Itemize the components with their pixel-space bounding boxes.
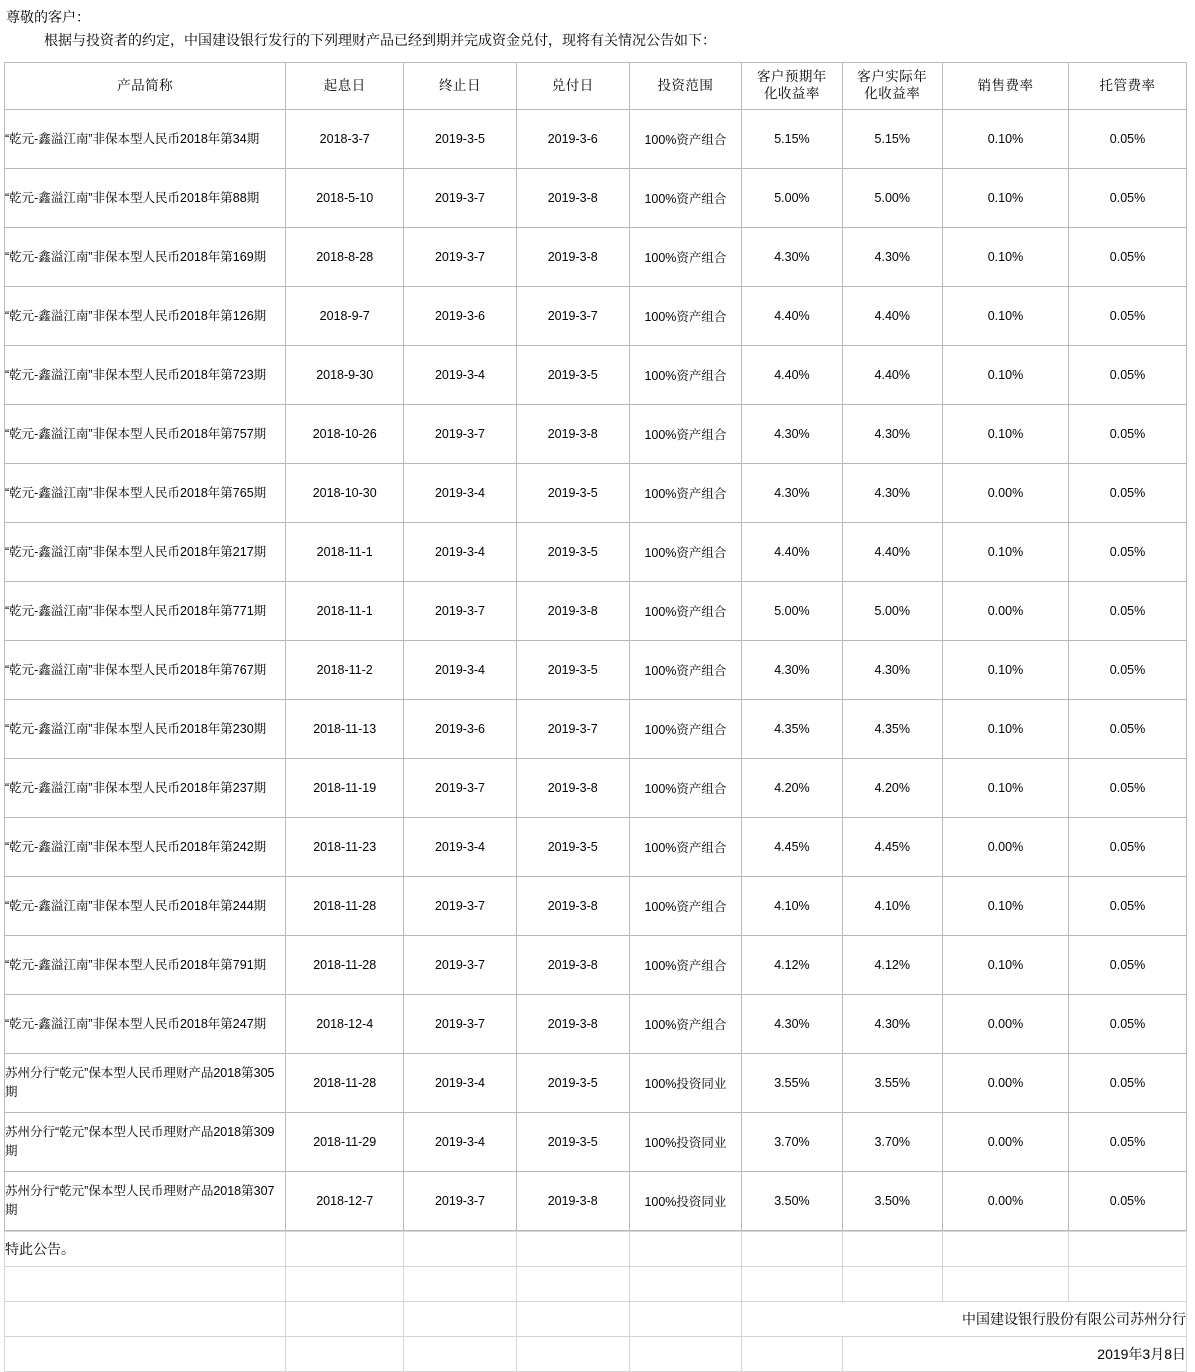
col-header-expected-yield-line2: 化收益率	[763, 86, 820, 102]
cell-payment-date: 2019-3-8	[516, 759, 629, 818]
cell-end-date: 2019-3-7	[404, 995, 517, 1054]
intro-block	[0, 0, 1195, 52]
cell-investment-scope: 100%资产组合	[629, 287, 742, 346]
cell-expected-yield: 4.20%	[742, 759, 842, 818]
cell-sales-fee: 0.00%	[942, 818, 1068, 877]
footer-blank-cell	[286, 1267, 404, 1302]
cell-sales-fee: 0.10%	[942, 405, 1068, 464]
cell-start-date: 2018-11-13	[286, 700, 404, 759]
cell-expected-yield: 4.45%	[742, 818, 842, 877]
cell-investment-scope: 100%资产组合	[629, 346, 742, 405]
cell-investment-scope: 100%资产组合	[629, 759, 742, 818]
footer-blank-cell	[404, 1232, 517, 1267]
footer-blank-cell	[742, 1267, 842, 1302]
cell-payment-date: 2019-3-8	[516, 936, 629, 995]
cell-start-date: 2018-11-19	[286, 759, 404, 818]
cell-end-date: 2019-3-7	[404, 759, 517, 818]
cell-expected-yield: 5.00%	[742, 582, 842, 641]
footer-blank-cell	[1069, 1267, 1187, 1302]
cell-start-date: 2018-11-29	[286, 1113, 404, 1172]
cell-actual-yield: 4.12%	[842, 936, 942, 995]
table-row	[5, 641, 1187, 700]
cell-sales-fee: 0.00%	[942, 1172, 1068, 1231]
cell-sales-fee: 0.10%	[942, 641, 1068, 700]
table-row	[5, 169, 1187, 228]
footer-blank-cell	[404, 1302, 517, 1337]
cell-start-date: 2018-10-30	[286, 464, 404, 523]
cell-end-date: 2019-3-7	[404, 936, 517, 995]
cell-expected-yield: 3.50%	[742, 1172, 842, 1231]
cell-end-date: 2019-3-4	[404, 641, 517, 700]
table-row	[5, 228, 1187, 287]
cell-payment-date: 2019-3-5	[516, 641, 629, 700]
table-row	[5, 1113, 1187, 1172]
notice-text: 特此公告。	[5, 1232, 286, 1267]
cell-end-date: 2019-3-4	[404, 1054, 517, 1113]
products-table	[4, 62, 1187, 1231]
col-header-actual-yield-line2: 化收益率	[864, 86, 921, 102]
table-row	[5, 995, 1187, 1054]
footer-blank-cell	[5, 1302, 286, 1337]
cell-custody-fee: 0.05%	[1069, 287, 1187, 346]
table-row	[5, 700, 1187, 759]
cell-custody-fee: 0.05%	[1069, 228, 1187, 287]
cell-custody-fee: 0.05%	[1069, 346, 1187, 405]
cell-payment-date: 2019-3-8	[516, 169, 629, 228]
cell-product-name: “乾元-鑫溢江南”非保本型人民币2018年第237期	[5, 759, 286, 818]
cell-expected-yield: 4.35%	[742, 700, 842, 759]
cell-expected-yield: 4.30%	[742, 405, 842, 464]
cell-actual-yield: 4.30%	[842, 641, 942, 700]
cell-product-name: “乾元-鑫溢江南”非保本型人民币2018年第767期	[5, 641, 286, 700]
cell-investment-scope: 100%资产组合	[629, 818, 742, 877]
cell-sales-fee: 0.00%	[942, 464, 1068, 523]
cell-expected-yield: 4.40%	[742, 287, 842, 346]
cell-investment-scope: 100%资产组合	[629, 995, 742, 1054]
footer-blank-cell	[516, 1267, 629, 1302]
cell-payment-date: 2019-3-8	[516, 877, 629, 936]
footer-blank-cell	[842, 1232, 942, 1267]
cell-investment-scope: 100%资产组合	[629, 877, 742, 936]
col-header-end-date: 终止日	[404, 63, 517, 110]
cell-sales-fee: 0.10%	[942, 346, 1068, 405]
cell-sales-fee: 0.10%	[942, 700, 1068, 759]
footer-blank-cell	[516, 1302, 629, 1337]
cell-sales-fee: 0.10%	[942, 936, 1068, 995]
col-header-custody-fee: 托管费率	[1069, 63, 1187, 110]
cell-actual-yield: 3.55%	[842, 1054, 942, 1113]
cell-custody-fee: 0.05%	[1069, 936, 1187, 995]
table-row	[5, 405, 1187, 464]
cell-product-name: “乾元-鑫溢江南”非保本型人民币2018年第771期	[5, 582, 286, 641]
col-header-product-name: 产品简称	[5, 63, 286, 110]
cell-start-date: 2018-8-28	[286, 228, 404, 287]
cell-payment-date: 2019-3-5	[516, 464, 629, 523]
cell-expected-yield: 4.40%	[742, 523, 842, 582]
table-row	[5, 1172, 1187, 1231]
col-header-actual-yield	[842, 63, 942, 110]
cell-actual-yield: 4.30%	[842, 228, 942, 287]
cell-expected-yield: 5.15%	[742, 110, 842, 169]
cell-payment-date: 2019-3-6	[516, 110, 629, 169]
cell-actual-yield: 4.40%	[842, 346, 942, 405]
cell-expected-yield: 4.30%	[742, 228, 842, 287]
footer-row-blank	[5, 1267, 1187, 1302]
cell-end-date: 2019-3-6	[404, 700, 517, 759]
cell-investment-scope: 100%资产组合	[629, 110, 742, 169]
cell-actual-yield: 4.35%	[842, 700, 942, 759]
cell-sales-fee: 0.00%	[942, 1113, 1068, 1172]
cell-end-date: 2019-3-4	[404, 464, 517, 523]
footer-blank-cell	[629, 1232, 742, 1267]
cell-product-name: “乾元-鑫溢江南”非保本型人民币2018年第169期	[5, 228, 286, 287]
table-row	[5, 523, 1187, 582]
cell-sales-fee: 0.00%	[942, 582, 1068, 641]
cell-custody-fee: 0.05%	[1069, 405, 1187, 464]
intro-paragraph: 根据与投资者的约定，中国建设银行发行的下列理财产品已经到期并完成资金兑付，现将有关情况公告如下：	[44, 32, 716, 48]
cell-expected-yield: 4.40%	[742, 346, 842, 405]
cell-end-date: 2019-3-7	[404, 228, 517, 287]
footer-blank-cell	[5, 1267, 286, 1302]
cell-payment-date: 2019-3-5	[516, 346, 629, 405]
cell-actual-yield: 4.45%	[842, 818, 942, 877]
cell-sales-fee: 0.10%	[942, 759, 1068, 818]
col-header-expected-yield	[742, 63, 842, 110]
cell-actual-yield: 3.50%	[842, 1172, 942, 1231]
footer-blank-cell	[404, 1267, 517, 1302]
cell-product-name: “乾元-鑫溢江南”非保本型人民币2018年第757期	[5, 405, 286, 464]
table-row	[5, 877, 1187, 936]
cell-product-name: “乾元-鑫溢江南”非保本型人民币2018年第247期	[5, 995, 286, 1054]
footer-blank-cell	[286, 1302, 404, 1337]
cell-end-date: 2019-3-4	[404, 1113, 517, 1172]
cell-product-name: 苏州分行“乾元”保本型人民币理财产品2018第309期	[5, 1113, 286, 1172]
cell-end-date: 2019-3-4	[404, 818, 517, 877]
cell-end-date: 2019-3-6	[404, 287, 517, 346]
cell-custody-fee: 0.05%	[1069, 523, 1187, 582]
cell-expected-yield: 3.70%	[742, 1113, 842, 1172]
cell-custody-fee: 0.05%	[1069, 995, 1187, 1054]
cell-actual-yield: 5.15%	[842, 110, 942, 169]
cell-product-name: “乾元-鑫溢江南”非保本型人民币2018年第765期	[5, 464, 286, 523]
cell-product-name: “乾元-鑫溢江南”非保本型人民币2018年第34期	[5, 110, 286, 169]
cell-end-date: 2019-3-7	[404, 405, 517, 464]
cell-start-date: 2018-11-28	[286, 936, 404, 995]
date-text: 2019年3月8日	[842, 1337, 1186, 1372]
cell-start-date: 2018-11-2	[286, 641, 404, 700]
footer-blank-cell	[404, 1337, 517, 1372]
cell-start-date: 2018-9-30	[286, 346, 404, 405]
cell-end-date: 2019-3-4	[404, 346, 517, 405]
cell-product-name: 苏州分行“乾元”保本型人民币理财产品2018第307期	[5, 1172, 286, 1231]
cell-payment-date: 2019-3-5	[516, 1054, 629, 1113]
header-row	[5, 63, 1187, 110]
footer-row-date	[5, 1337, 1187, 1372]
cell-actual-yield: 4.10%	[842, 877, 942, 936]
footer-blank-cell	[742, 1232, 842, 1267]
cell-payment-date: 2019-3-5	[516, 818, 629, 877]
footer-blank-cell	[629, 1267, 742, 1302]
cell-custody-fee: 0.05%	[1069, 759, 1187, 818]
cell-actual-yield: 4.20%	[842, 759, 942, 818]
cell-actual-yield: 4.40%	[842, 287, 942, 346]
table-header	[5, 63, 1187, 110]
cell-payment-date: 2019-3-8	[516, 995, 629, 1054]
cell-start-date: 2018-11-28	[286, 877, 404, 936]
cell-payment-date: 2019-3-8	[516, 582, 629, 641]
cell-start-date: 2018-11-1	[286, 582, 404, 641]
cell-investment-scope: 100%资产组合	[629, 405, 742, 464]
cell-custody-fee: 0.05%	[1069, 877, 1187, 936]
cell-actual-yield: 3.70%	[842, 1113, 942, 1172]
cell-start-date: 2018-3-7	[286, 110, 404, 169]
cell-actual-yield: 5.00%	[842, 169, 942, 228]
cell-start-date: 2018-11-23	[286, 818, 404, 877]
cell-custody-fee: 0.05%	[1069, 1172, 1187, 1231]
cell-end-date: 2019-3-7	[404, 1172, 517, 1231]
cell-payment-date: 2019-3-5	[516, 1113, 629, 1172]
cell-product-name: 苏州分行“乾元”保本型人民币理财产品2018第305期	[5, 1054, 286, 1113]
cell-product-name: “乾元-鑫溢江南”非保本型人民币2018年第242期	[5, 818, 286, 877]
cell-investment-scope: 100%资产组合	[629, 464, 742, 523]
table-body	[5, 110, 1187, 1231]
cell-start-date: 2018-10-26	[286, 405, 404, 464]
cell-payment-date: 2019-3-7	[516, 287, 629, 346]
cell-expected-yield: 3.55%	[742, 1054, 842, 1113]
cell-expected-yield: 4.30%	[742, 641, 842, 700]
cell-payment-date: 2019-3-8	[516, 405, 629, 464]
cell-expected-yield: 4.30%	[742, 995, 842, 1054]
col-header-investment-scope: 投资范围	[629, 63, 742, 110]
cell-investment-scope: 100%资产组合	[629, 169, 742, 228]
cell-start-date: 2018-5-10	[286, 169, 404, 228]
cell-end-date: 2019-3-7	[404, 877, 517, 936]
cell-investment-scope: 100%资产组合	[629, 228, 742, 287]
cell-custody-fee: 0.05%	[1069, 818, 1187, 877]
footer-blank-cell	[286, 1337, 404, 1372]
cell-expected-yield: 4.30%	[742, 464, 842, 523]
cell-sales-fee: 0.00%	[942, 1054, 1068, 1113]
cell-sales-fee: 0.10%	[942, 228, 1068, 287]
cell-end-date: 2019-3-5	[404, 110, 517, 169]
footer-row-notice	[5, 1232, 1187, 1267]
footer-blank-cell	[942, 1232, 1068, 1267]
cell-custody-fee: 0.05%	[1069, 582, 1187, 641]
cell-end-date: 2019-3-4	[404, 523, 517, 582]
cell-sales-fee: 0.10%	[942, 523, 1068, 582]
cell-actual-yield: 5.00%	[842, 582, 942, 641]
cell-actual-yield: 4.30%	[842, 464, 942, 523]
footer-blank-cell	[629, 1337, 742, 1372]
cell-product-name: “乾元-鑫溢江南”非保本型人民币2018年第126期	[5, 287, 286, 346]
table-row	[5, 346, 1187, 405]
cell-investment-scope: 100%投资同业	[629, 1172, 742, 1231]
cell-investment-scope: 100%资产组合	[629, 582, 742, 641]
cell-sales-fee: 0.10%	[942, 287, 1068, 346]
cell-payment-date: 2019-3-8	[516, 1172, 629, 1231]
cell-start-date: 2018-11-28	[286, 1054, 404, 1113]
col-header-actual-yield-line1: 客户实际年	[857, 69, 928, 85]
cell-expected-yield: 4.12%	[742, 936, 842, 995]
cell-custody-fee: 0.05%	[1069, 110, 1187, 169]
cell-payment-date: 2019-3-5	[516, 523, 629, 582]
cell-actual-yield: 4.40%	[842, 523, 942, 582]
col-header-start-date: 起息日	[286, 63, 404, 110]
cell-custody-fee: 0.05%	[1069, 1113, 1187, 1172]
cell-start-date: 2018-12-4	[286, 995, 404, 1054]
cell-investment-scope: 100%投资同业	[629, 1113, 742, 1172]
col-header-payment-date: 兑付日	[516, 63, 629, 110]
cell-start-date: 2018-12-7	[286, 1172, 404, 1231]
cell-actual-yield: 4.30%	[842, 995, 942, 1054]
footer-blank-cell	[5, 1337, 286, 1372]
footer-blank-cell	[842, 1267, 942, 1302]
cell-expected-yield: 4.10%	[742, 877, 842, 936]
table-row	[5, 287, 1187, 346]
cell-product-name: “乾元-鑫溢江南”非保本型人民币2018年第244期	[5, 877, 286, 936]
cell-investment-scope: 100%资产组合	[629, 700, 742, 759]
cell-end-date: 2019-3-7	[404, 582, 517, 641]
table-row	[5, 582, 1187, 641]
col-header-sales-fee: 销售费率	[942, 63, 1068, 110]
cell-investment-scope: 100%资产组合	[629, 523, 742, 582]
footer-row-signature	[5, 1302, 1187, 1337]
cell-custody-fee: 0.05%	[1069, 464, 1187, 523]
footer-blank-cell	[516, 1232, 629, 1267]
footer-blank-cell	[516, 1337, 629, 1372]
cell-payment-date: 2019-3-8	[516, 228, 629, 287]
footer-blank-cell	[286, 1232, 404, 1267]
col-header-expected-yield-line1: 客户预期年	[756, 69, 827, 85]
cell-end-date: 2019-3-7	[404, 169, 517, 228]
cell-expected-yield: 5.00%	[742, 169, 842, 228]
cell-product-name: “乾元-鑫溢江南”非保本型人民币2018年第88期	[5, 169, 286, 228]
cell-actual-yield: 4.30%	[842, 405, 942, 464]
cell-sales-fee: 0.10%	[942, 169, 1068, 228]
table-row	[5, 110, 1187, 169]
salutation: 尊敬的客户：	[6, 9, 90, 25]
cell-investment-scope: 100%资产组合	[629, 936, 742, 995]
cell-product-name: “乾元-鑫溢江南”非保本型人民币2018年第791期	[5, 936, 286, 995]
cell-custody-fee: 0.05%	[1069, 641, 1187, 700]
signature-text: 中国建设银行股份有限公司苏州分行	[742, 1302, 1187, 1337]
cell-custody-fee: 0.05%	[1069, 1054, 1187, 1113]
footer-blank-cell	[742, 1337, 842, 1372]
cell-custody-fee: 0.05%	[1069, 700, 1187, 759]
cell-payment-date: 2019-3-7	[516, 700, 629, 759]
footer-blank-cell	[1069, 1232, 1187, 1267]
table-row	[5, 818, 1187, 877]
footer-grid	[4, 1231, 1187, 1372]
table-row	[5, 464, 1187, 523]
cell-product-name: “乾元-鑫溢江南”非保本型人民币2018年第230期	[5, 700, 286, 759]
footer-blank-cell	[942, 1267, 1068, 1302]
cell-product-name: “乾元-鑫溢江南”非保本型人民币2018年第723期	[5, 346, 286, 405]
cell-investment-scope: 100%投资同业	[629, 1054, 742, 1113]
table-row	[5, 1054, 1187, 1113]
cell-sales-fee: 0.10%	[942, 110, 1068, 169]
table-row	[5, 759, 1187, 818]
cell-start-date: 2018-11-1	[286, 523, 404, 582]
cell-product-name: “乾元-鑫溢江南”非保本型人民币2018年第217期	[5, 523, 286, 582]
footer-blank-cell	[629, 1302, 742, 1337]
cell-start-date: 2018-9-7	[286, 287, 404, 346]
cell-custody-fee: 0.05%	[1069, 169, 1187, 228]
cell-sales-fee: 0.10%	[942, 877, 1068, 936]
table-row	[5, 936, 1187, 995]
cell-investment-scope: 100%资产组合	[629, 641, 742, 700]
cell-sales-fee: 0.00%	[942, 995, 1068, 1054]
